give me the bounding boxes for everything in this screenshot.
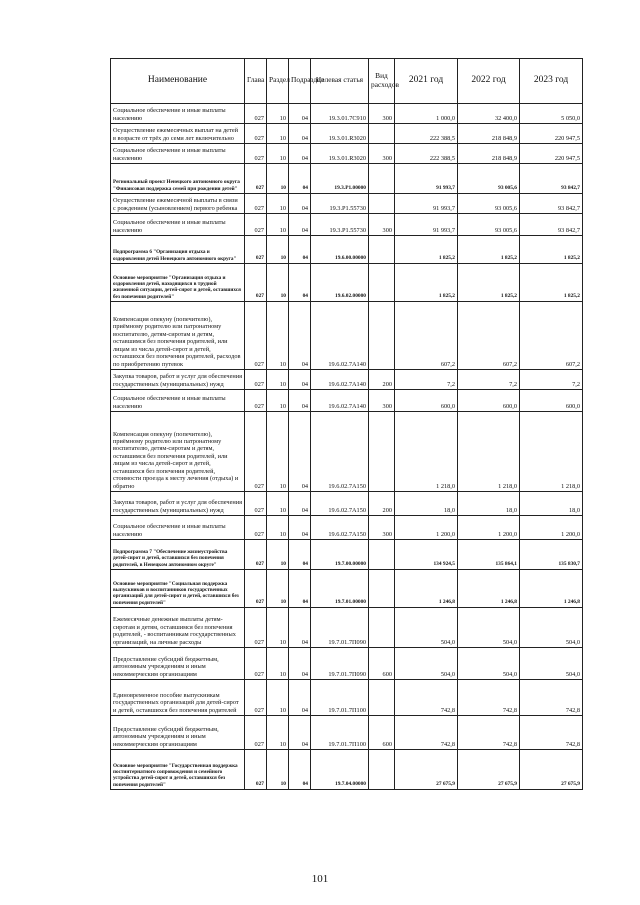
cell-2023: 607,2	[520, 302, 583, 370]
cell-2022: 607,2	[458, 302, 520, 370]
cell-podrazdel: 04	[289, 750, 311, 790]
cell-2022: 32 400,0	[458, 104, 520, 124]
cell-2022: 1 218,0	[458, 412, 520, 492]
cell-razdel: 10	[267, 302, 289, 370]
cell-target: 19.3.01.R3020	[311, 124, 369, 144]
cell-2023: 1 218,0	[520, 412, 583, 492]
cell-vid	[369, 570, 395, 608]
cell-razdel: 10	[267, 264, 289, 302]
cell-target: 19.3.P1.55730	[311, 214, 369, 236]
cell-glava: 027	[245, 680, 267, 716]
table-row	[111, 124, 583, 144]
cell-name: Региональный проект Ненецкого автономного округа "Финансовая поддержка семей при рождении детей"	[111, 164, 245, 194]
cell-podrazdel: 04	[289, 144, 311, 164]
page-number: 101	[311, 873, 329, 885]
cell-2021: 1 825,2	[395, 264, 458, 302]
cell-target: 19.7.01.7П100	[311, 680, 369, 716]
table-row	[111, 104, 583, 124]
cell-name: Основное мероприятие "Социальная поддержка выпускников и воспитанников государственных организаций для детей-сирот и детей, оставшихся без попечения родителей"	[111, 570, 245, 608]
cell-razdel: 10	[267, 750, 289, 790]
cell-2023: 504,0	[520, 608, 583, 648]
cell-target: 19.6.02.7А150	[311, 492, 369, 516]
cell-vid	[369, 750, 395, 790]
cell-2022: 504,0	[458, 608, 520, 648]
cell-name: Закупка товаров, работ и услуг для обеспечения государственных (муниципальных) нужд	[111, 492, 245, 516]
cell-glava: 027	[245, 164, 267, 194]
cell-razdel: 10	[267, 214, 289, 236]
cell-2023: 1 200,0	[520, 516, 583, 540]
cell-vid	[369, 608, 395, 648]
cell-2022: 742,8	[458, 680, 520, 716]
cell-glava: 027	[245, 104, 267, 124]
cell-razdel: 10	[267, 144, 289, 164]
cell-2021: 27 675,9	[395, 750, 458, 790]
budget-table	[110, 58, 583, 790]
cell-name: Подпрограмма 7 "Обеспечение жизнеустройства детей-сирот и детей, оставшихся без попечения родителей, в Ненецком автономном округе"	[111, 540, 245, 570]
cell-2023: 742,8	[520, 716, 583, 750]
cell-glava: 027	[245, 236, 267, 264]
cell-podrazdel: 04	[289, 492, 311, 516]
cell-2022: 135 864,1	[458, 540, 520, 570]
cell-target: 19.7.00.00000	[311, 540, 369, 570]
cell-name: Социальное обеспечение и иные выплаты населению	[111, 516, 245, 540]
cell-podrazdel: 04	[289, 680, 311, 716]
cell-2023: 504,0	[520, 648, 583, 680]
cell-podrazdel: 04	[289, 608, 311, 648]
cell-2023: 1 246,8	[520, 570, 583, 608]
cell-2022: 1 200,0	[458, 516, 520, 540]
table-row	[111, 164, 583, 194]
cell-2023: 1 825,2	[520, 264, 583, 302]
cell-target: 19.6.02.7А140	[311, 390, 369, 412]
cell-glava: 027	[245, 516, 267, 540]
cell-2023: 27 675,9	[520, 750, 583, 790]
table-row	[111, 608, 583, 648]
cell-glava: 027	[245, 302, 267, 370]
header-2021: 2021 год	[395, 59, 458, 104]
cell-2022: 93 005,6	[458, 164, 520, 194]
cell-2023: 135 830,7	[520, 540, 583, 570]
cell-podrazdel: 04	[289, 570, 311, 608]
cell-glava: 027	[245, 194, 267, 214]
table-row	[111, 750, 583, 790]
cell-vid: 200	[369, 370, 395, 390]
cell-2021: 7,2	[395, 370, 458, 390]
cell-2021: 91 993,7	[395, 164, 458, 194]
header-target: Целевая статья	[311, 59, 369, 104]
cell-2021: 1 200,0	[395, 516, 458, 540]
table-row	[111, 540, 583, 570]
cell-razdel: 10	[267, 608, 289, 648]
cell-podrazdel: 04	[289, 124, 311, 144]
cell-vid: 600	[369, 716, 395, 750]
table-row	[111, 570, 583, 608]
table-row	[111, 412, 583, 492]
header-row	[111, 59, 583, 104]
cell-podrazdel: 04	[289, 390, 311, 412]
header-razdel: Раздел	[267, 59, 289, 104]
cell-podrazdel: 04	[289, 370, 311, 390]
cell-2021: 607,2	[395, 302, 458, 370]
cell-glava: 027	[245, 716, 267, 750]
cell-razdel: 10	[267, 104, 289, 124]
table-row	[111, 214, 583, 236]
cell-razdel: 10	[267, 570, 289, 608]
table-row	[111, 302, 583, 370]
cell-glava: 027	[245, 370, 267, 390]
cell-vid	[369, 264, 395, 302]
cell-glava: 027	[245, 750, 267, 790]
header-glava: Глава	[245, 59, 267, 104]
cell-podrazdel: 04	[289, 214, 311, 236]
cell-podrazdel: 04	[289, 264, 311, 302]
cell-vid: 300	[369, 390, 395, 412]
cell-name: Ежемесячные денежные выплаты детям-сиротам и детям, оставшимся без попечения родителей, - воспитанникам государственных организаций, на личные расходы	[111, 608, 245, 648]
cell-podrazdel: 04	[289, 104, 311, 124]
cell-glava: 027	[245, 390, 267, 412]
cell-razdel: 10	[267, 412, 289, 492]
cell-podrazdel: 04	[289, 164, 311, 194]
cell-name: Социальное обеспечение и иные выплаты населению	[111, 104, 245, 124]
table-row	[111, 516, 583, 540]
table-row	[111, 648, 583, 680]
cell-target: 19.6.02.7А150	[311, 516, 369, 540]
cell-2021: 91 993,7	[395, 214, 458, 236]
cell-2023: 18,0	[520, 492, 583, 516]
cell-2021: 742,8	[395, 716, 458, 750]
cell-podrazdel: 04	[289, 540, 311, 570]
cell-2022: 742,8	[458, 716, 520, 750]
cell-name: Подпрограмма 6 "Организация отдыха и оздоровления детей Ненецкого автономного округа"	[111, 236, 245, 264]
cell-2022: 504,0	[458, 648, 520, 680]
cell-target: 19.3.P1.55730	[311, 194, 369, 214]
cell-vid	[369, 302, 395, 370]
cell-vid: 200	[369, 492, 395, 516]
cell-vid	[369, 680, 395, 716]
cell-target: 19.6.02.7А140	[311, 302, 369, 370]
cell-2021: 91 993,7	[395, 194, 458, 214]
cell-2022: 27 675,9	[458, 750, 520, 790]
cell-razdel: 10	[267, 390, 289, 412]
cell-2023: 600,0	[520, 390, 583, 412]
table-row	[111, 492, 583, 516]
cell-name: Социальное обеспечение и иные выплаты населению	[111, 214, 245, 236]
cell-name: Осуществление ежемесячных выплат на детей в возрасте от трёх до семи лет включительно	[111, 124, 245, 144]
table-row	[111, 370, 583, 390]
cell-name: Предоставление субсидий бюджетным, автономным учреждениям и иным некоммерческим организациям	[111, 648, 245, 680]
table-row	[111, 680, 583, 716]
cell-vid: 300	[369, 144, 395, 164]
cell-name: Предоставление субсидий бюджетным, автономным учреждениям и иным некоммерческим организациям	[111, 716, 245, 750]
cell-glava: 027	[245, 144, 267, 164]
cell-2021: 222 388,5	[395, 144, 458, 164]
cell-2022: 218 848,9	[458, 144, 520, 164]
cell-name: Основное мероприятие "Государственная поддержка постинтернатного сопровождения и семейного устройства детей-сирот и детей, оставшихся без попечения родителей"	[111, 750, 245, 790]
table-row	[111, 716, 583, 750]
cell-glava: 027	[245, 540, 267, 570]
cell-2021: 504,0	[395, 648, 458, 680]
cell-2022: 1 825,2	[458, 264, 520, 302]
cell-2021: 1 246,8	[395, 570, 458, 608]
cell-razdel: 10	[267, 516, 289, 540]
table-row	[111, 236, 583, 264]
cell-2021: 1 218,0	[395, 412, 458, 492]
cell-2021: 600,0	[395, 390, 458, 412]
table-row	[111, 194, 583, 214]
cell-razdel: 10	[267, 492, 289, 516]
cell-razdel: 10	[267, 680, 289, 716]
cell-podrazdel: 04	[289, 236, 311, 264]
cell-name: Единовременное пособие выпускникам государственных организаций для детей-сирот и детей, оставшихся без попечения родителей	[111, 680, 245, 716]
cell-glava: 027	[245, 492, 267, 516]
cell-name: Компенсация опекуну (попечителю), приёмному родителю или патронатному воспитателю, детям-сиротам и детям, оставшимся без попечения родителей, или лицам из числа детей-сирот и детей, оставшихся без попечения родителей, расходов по приобретению путевок	[111, 302, 245, 370]
cell-vid: 300	[369, 516, 395, 540]
cell-2023: 5 050,0	[520, 104, 583, 124]
cell-2023: 742,8	[520, 680, 583, 716]
cell-podrazdel: 04	[289, 716, 311, 750]
cell-2022: 93 005,6	[458, 214, 520, 236]
cell-name: Социальное обеспечение и иные выплаты населению	[111, 390, 245, 412]
cell-2023: 93 842,7	[520, 164, 583, 194]
cell-podrazdel: 04	[289, 194, 311, 214]
cell-podrazdel: 04	[289, 516, 311, 540]
cell-target: 19.7.01.00000	[311, 570, 369, 608]
cell-2023: 220 947,5	[520, 144, 583, 164]
header-2023: 2023 год	[520, 59, 583, 104]
header-name: Наименование	[111, 59, 245, 104]
cell-glava: 027	[245, 608, 267, 648]
cell-target: 19.6.02.7А140	[311, 370, 369, 390]
cell-vid: 600	[369, 648, 395, 680]
cell-2023: 93 842,7	[520, 194, 583, 214]
cell-2022: 93 005,6	[458, 194, 520, 214]
header-2022: 2022 год	[458, 59, 520, 104]
cell-2021: 222 388,5	[395, 124, 458, 144]
cell-target: 19.6.00.00000	[311, 236, 369, 264]
cell-2023: 7,2	[520, 370, 583, 390]
cell-target: 19.7.04.00000	[311, 750, 369, 790]
cell-target: 19.3.01.R3020	[311, 144, 369, 164]
cell-podrazdel: 04	[289, 648, 311, 680]
cell-glava: 027	[245, 264, 267, 302]
cell-name: Закупка товаров, работ и услуг для обеспечения государственных (муниципальных) нужд	[111, 370, 245, 390]
cell-vid	[369, 164, 395, 194]
table-row	[111, 390, 583, 412]
cell-2022: 18,0	[458, 492, 520, 516]
cell-2022: 7,2	[458, 370, 520, 390]
cell-razdel: 10	[267, 124, 289, 144]
cell-name: Компенсация опекуну (попечителю), приёмному родителю или патронатному воспитателю, детям-сиротам и детям, оставшимся без попечения родителей, или лицам из числа детей-сирот и детей, оставшихся без попечения родителей, стоимости проезда к месту лечения (отдыха) и обратно	[111, 412, 245, 492]
cell-vid	[369, 236, 395, 264]
cell-target: 19.3.P1.00000	[311, 164, 369, 194]
cell-2022: 600,0	[458, 390, 520, 412]
cell-2023: 220 947,5	[520, 124, 583, 144]
cell-2021: 504,0	[395, 608, 458, 648]
cell-razdel: 10	[267, 370, 289, 390]
cell-name: Основное мероприятие "Организация отдыха и оздоровления детей, находящихся в трудной жизненной ситуации, детей-сирот и детей, оставшихся без попечения родителей"	[111, 264, 245, 302]
cell-glava: 027	[245, 214, 267, 236]
cell-2023: 93 842,7	[520, 214, 583, 236]
cell-2021: 134 924,5	[395, 540, 458, 570]
header-podrazdel: Подраздел	[289, 59, 311, 104]
cell-vid	[369, 540, 395, 570]
cell-vid: 300	[369, 104, 395, 124]
cell-glava: 027	[245, 412, 267, 492]
cell-podrazdel: 04	[289, 302, 311, 370]
cell-target: 19.7.01.7П090	[311, 648, 369, 680]
cell-2022: 1 246,8	[458, 570, 520, 608]
cell-vid	[369, 124, 395, 144]
cell-target: 19.6.02.7А150	[311, 412, 369, 492]
cell-2021: 742,8	[395, 680, 458, 716]
cell-razdel: 10	[267, 648, 289, 680]
cell-target: 19.6.02.00000	[311, 264, 369, 302]
cell-razdel: 10	[267, 236, 289, 264]
cell-name: Социальное обеспечение и иные выплаты населению	[111, 144, 245, 164]
cell-razdel: 10	[267, 716, 289, 750]
cell-podrazdel: 04	[289, 412, 311, 492]
cell-2021: 1 000,0	[395, 104, 458, 124]
cell-2022: 218 848,9	[458, 124, 520, 144]
cell-2022: 1 825,2	[458, 236, 520, 264]
cell-name: Осуществление ежемесячной выплаты в связи с рождением (усыновлением) первого ребенка	[111, 194, 245, 214]
cell-glava: 027	[245, 648, 267, 680]
table-row	[111, 144, 583, 164]
header-vid: Вид расходов	[369, 59, 395, 104]
cell-vid	[369, 412, 395, 492]
cell-2021: 18,0	[395, 492, 458, 516]
cell-razdel: 10	[267, 164, 289, 194]
table-body	[111, 104, 583, 790]
cell-2021: 1 825,2	[395, 236, 458, 264]
cell-glava: 027	[245, 570, 267, 608]
cell-razdel: 10	[267, 540, 289, 570]
cell-2023: 1 825,2	[520, 236, 583, 264]
cell-vid	[369, 194, 395, 214]
cell-razdel: 10	[267, 194, 289, 214]
table-row	[111, 264, 583, 302]
cell-vid: 300	[369, 214, 395, 236]
cell-target: 19.7.01.7П100	[311, 716, 369, 750]
cell-glava: 027	[245, 124, 267, 144]
cell-target: 19.7.01.7П090	[311, 608, 369, 648]
cell-target: 19.3.01.7С910	[311, 104, 369, 124]
